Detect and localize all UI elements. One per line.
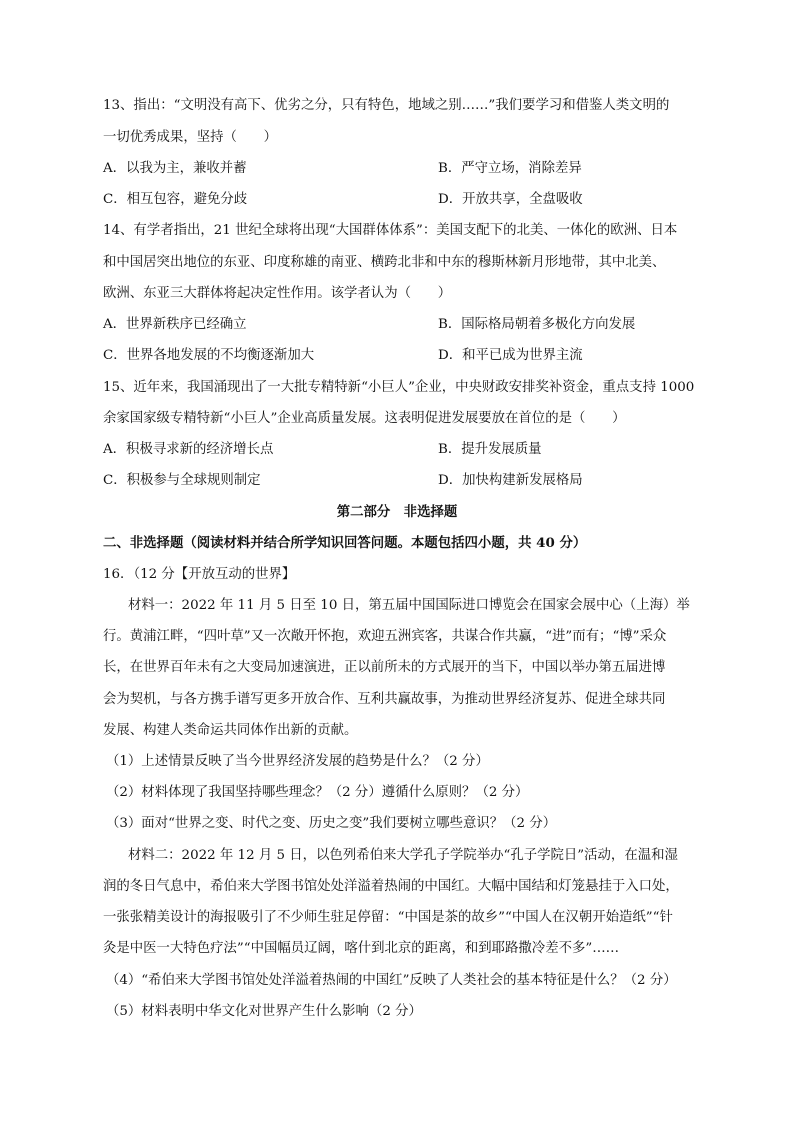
q16-material2-line1: 材料二：2022 年 12 月 5 日，以色列希伯来大学孔子学院举办“孔子学院日”活动，在温和湿 <box>128 848 678 863</box>
q13-option-b: B．严守立场，消除差异 <box>438 161 582 176</box>
q13-option-a: A．以我为主，兼收并蓄 <box>103 161 247 176</box>
q15-option-d: D．加快构建新发展格局 <box>438 473 583 488</box>
q15-stem-line2: 余家国家级专精特新“小巨人”企业高质量发展。这表明促进发展要放在首位的是（ ） <box>103 411 626 426</box>
q14-option-c: C．世界各地发展的不均衡逐渐加大 <box>103 348 315 363</box>
q13-option-d: D．开放共享，全盘吸收 <box>438 192 583 207</box>
q16-material2-line4: 灸是中医一大特色疗法”“中国幅员辽阔，喀什到北京的距离，和到耶路撒冷差不多”…… <box>103 941 619 956</box>
q13-option-c: C．相互包容，避免分歧 <box>103 192 248 207</box>
q16-material1-line4: 会为契机，与各方携手谱写更多开放合作、互利共赢故事，为推动世界经济复苏、促进全球共同 <box>103 692 666 707</box>
q14-option-a: A．世界新秩序已经确立 <box>103 317 247 332</box>
q14-stem-line2: 和中国居突出地位的东亚、印度称雄的南亚、横跨北非和中东的穆斯林新月形地带，其中北美、 <box>103 255 666 270</box>
q14-stem-line1: 14、有学者指出，21 世纪全球将出现“大国群体体系”：美国支配下的北美、一体化的欧洲、日本 <box>103 223 678 238</box>
q16-subquestion-1: （1）上述情景反映了当今世界经济发展的趋势是什么？（2 分） <box>106 754 489 769</box>
section2-heading: 二、非选择题（阅读材料并结合所学知识回答问题。本题包括四小题，共 40 分） <box>103 535 587 551</box>
q16-subquestion-5: （5）材料表明中华文化对世界产生什么影响（2 分） <box>106 1004 422 1019</box>
q13-stem-line1: 13、指出：“文明没有高下、优劣之分，只有特色，地域之别……”我们要学习和借鉴人类文明的 <box>103 98 670 113</box>
q16-material1-line5: 发展、构建人类命运共同体作出新的贡献。 <box>103 723 358 738</box>
q16-material1-line1: 材料一：2022 年 11 月 5 日至 10 日，第五届中国国际进口博览会在国家会展中心（上海）举 <box>128 598 690 613</box>
q16-heading: 16．（12 分【开放互动的世界】 <box>103 567 296 582</box>
q14-option-d: D．和平已成为世界主流 <box>438 348 583 363</box>
q16-material1-line3: 长，在世界百年未有之大变局加速演进，正以前所未的方式展开的当下，中国以举办第五届进博 <box>103 660 666 675</box>
q16-subquestion-4: （4）“希伯来大学图书馆处处洋溢着热闹的中国红”反映了人类社会的基本特征是什么？（2 分） <box>106 973 677 988</box>
q16-material2-line3: 一张张精美设计的海报吸引了不少师生驻足停留：“中国是茶的故乡”“中国人在汉朝开始造纸”“针 <box>103 910 673 925</box>
q15-option-c: C．积极参与全球规则制定 <box>103 473 261 488</box>
q13-stem-line2: 一切优秀成果，坚持（ ） <box>103 130 278 145</box>
q15-option-a: A．积极寻求新的经济增长点 <box>103 442 274 457</box>
q14-stem-line3: 欧洲、东亚三大群体将起决定性作用。该学者认为（ ） <box>103 286 452 301</box>
q16-material2-line2: 润的冬日气息中，希伯来大学图书馆处处洋溢着热闹的中国红。大幅中国结和灯笼悬挂于入口处， <box>103 879 679 894</box>
q15-option-b: B．提升发展质量 <box>438 442 542 457</box>
part2-title: 第二部分 非选择题 <box>336 504 458 520</box>
q16-subquestion-3: （3）面对“世界之变、时代之变、历史之变”我们要树立哪些意识？（2 分） <box>106 816 557 831</box>
q16-subquestion-2: （2）材料体现了我国坚持哪些理念？（2 分）遵循什么原则？（2 分） <box>106 785 529 800</box>
q14-option-b: B．国际格局朝着多极化方向发展 <box>438 317 636 332</box>
q16-material1-line2: 行。黄浦江畔，“四叶草”又一次敞开怀抱，欢迎五洲宾客，共谋合作共赢，“进”而有；“博”采众 <box>103 629 667 644</box>
q15-stem-line1: 15、近年来，我国涌现出了一大批专精特新“小巨人”企业，中央财政安排奖补资金，重点支持 1000 <box>103 380 695 395</box>
